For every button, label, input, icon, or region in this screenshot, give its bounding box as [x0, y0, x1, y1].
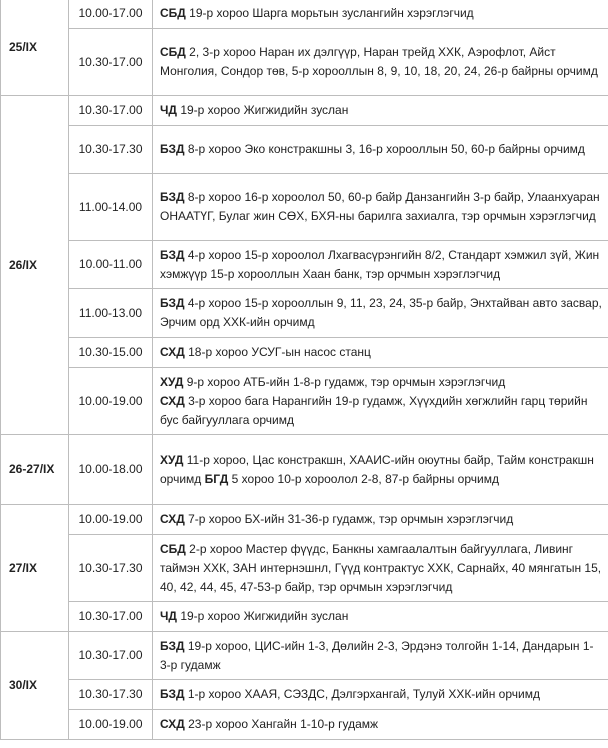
location-cell — [153, 0, 608, 29]
district-code: СХД — [160, 717, 185, 731]
table-row — [1, 241, 608, 289]
location-text: 19-р хороо Шарга морьтын зуслангийн хэрэглэгчид — [185, 6, 474, 20]
table-row — [1, 632, 608, 680]
date-cell: 25/IX — [1, 0, 69, 96]
location-cell — [153, 368, 608, 435]
time-cell: 10.00-19.00 — [69, 710, 153, 740]
date-cell: 26/IX — [1, 96, 69, 435]
table-row — [1, 289, 608, 338]
location-text: 8-р хороо Эко констракшны 3, 16-р хорооллын 50, 60-р байрны орчимд — [184, 142, 585, 156]
date-cell: 30/IX — [1, 632, 69, 740]
time-cell: 11.00-14.00 — [69, 174, 153, 241]
location-text: 19-р хороо, ЦИС-ийн 1-3, Дөлийн 2-3, Эрдэнэ толгойн 1-14, Дандарын 1-3-р гудамж — [160, 638, 594, 672]
time-cell: 10.30-15.00 — [69, 338, 153, 368]
table-row — [1, 0, 608, 29]
location-text: 1-р хороо ХААЯ, СЭЗДС, Дэлгэрхангай, Тулуй ХХК-ийн орчимд — [184, 687, 540, 701]
district-code: СБД — [160, 541, 186, 556]
time-cell: 10.30-17.00 — [69, 602, 153, 632]
date-cell: 27/IX — [1, 505, 69, 632]
table-row — [1, 29, 608, 96]
table-row — [1, 680, 608, 710]
time-cell: 10.30-17.30 — [69, 680, 153, 710]
district-code: БГД — [204, 471, 229, 486]
table-row — [1, 535, 608, 602]
date-cell: 26-27/IX — [1, 435, 69, 505]
location-text: 11-р хороо, Цас констракшн, ХААИС-ийн оюутны байр, Тайм констракшн орчимд — [160, 452, 594, 486]
location-text: 8-р хороо 16-р хороолол 50, 60-р байр Данзангийн 3-р байр, Улаанхуаран ОНААТҮГ, Булаг жин СӨХ, БХЯ-ны барилга захиалга, тэр орчмын хэрэглэгчид — [160, 190, 600, 223]
time-cell: 10.00-19.00 — [69, 505, 153, 535]
location-text: 23-р хороо Хангайн 1-10-р гудамж — [184, 717, 379, 731]
table-row — [1, 602, 608, 632]
district-code: СБД — [160, 45, 186, 59]
location-text: 9-р хороо АТБ-ийн 1-8-р гудамж, тэр орчмын хэрэглэгчид — [183, 374, 506, 389]
time-cell: 10.00-18.00 — [69, 435, 153, 505]
location-cell — [153, 710, 608, 740]
time-cell: 10.30-17.30 — [69, 535, 153, 602]
time-cell: 10.00-11.00 — [69, 241, 153, 289]
district-code: СХД — [160, 345, 185, 359]
table-row — [1, 338, 608, 368]
location-cell — [153, 602, 608, 632]
district-code: СХД — [160, 512, 185, 526]
table-row — [1, 435, 608, 505]
district-code: БЗД — [160, 142, 185, 156]
time-cell: 10.00-17.00 — [69, 0, 153, 29]
location-text: 4-р хороо 15-р хорооллын 9, 11, 23, 24, 35-р байр, Энхтайван авто засвар, Эрчим орд ХХК-ийн орчимд — [160, 296, 602, 329]
district-code: ЧД — [160, 609, 177, 623]
location-cell — [153, 680, 608, 710]
location-cell — [153, 289, 608, 338]
location-text: 2, 3-р хороо Наран их дэлгүүр, Наран трейд ХХК, Аэрофлот, Айст Монголия, Сондор төв, 5-р хорооллын 8, 9, 10, 18, 20, 24, 26-р байрны орчимд — [160, 45, 598, 78]
location-text: 3-р хороо бага Нарангийн 19-р гудамж, Хүүхдийн хөгжлийн гарц төрийн бус байгууллага орчимд — [160, 393, 588, 427]
location-text: 4-р хороо 15-р хороолол Лхагвасүрэнгийн 8/2, Стандарт хэмжил зүй, Жин хэмжүүр 15-р хорооллын Хаан банк, тэр орчмын хэрэглэгчид — [160, 247, 600, 281]
district-code: БЗД — [160, 247, 185, 262]
location-text: 7-р хороо БХ-ийн 31-36-р гудамж, тэр орчмын хэрэглэгчид — [184, 512, 514, 526]
district-code: БЗД — [160, 638, 185, 653]
time-cell: 10.30-17.00 — [69, 632, 153, 680]
district-code: СБД — [160, 6, 186, 20]
table-row — [1, 505, 608, 535]
time-cell: 10.00-19.00 — [69, 368, 153, 435]
district-code: БЗД — [160, 687, 185, 701]
time-cell: 10.30-17.00 — [69, 29, 153, 96]
location-cell — [153, 435, 608, 505]
district-code: ХУД — [160, 452, 184, 467]
district-code: СХД — [160, 393, 185, 408]
table-row — [1, 174, 608, 241]
table-row — [1, 96, 608, 126]
district-code: ХУД — [160, 374, 184, 389]
location-text: 18-р хороо УСУГ-ын насос станц — [184, 345, 371, 359]
location-cell — [153, 29, 608, 96]
time-cell: 10.30-17.30 — [69, 126, 153, 174]
location-cell — [153, 632, 608, 680]
location-text: 2-р хороо Мастер фүүдс, Банкны хамгаалалтын байгууллага, Ливинг таймэн ХХК, ЗАН интернэшнл, Гүүд контрактус ХХК, Сарнайх, 40 мянгатын 15, 40, 42, 44, 45, 47-53-р байр, тэр орчмын хэрэглэгчид — [160, 541, 602, 594]
location-cell — [153, 241, 608, 289]
time-cell: 10.30-17.00 — [69, 96, 153, 126]
location-cell — [153, 96, 608, 126]
time-cell: 11.00-13.00 — [69, 289, 153, 338]
location-cell — [153, 535, 608, 602]
table-row — [1, 368, 608, 435]
table-row — [1, 126, 608, 174]
location-cell — [153, 174, 608, 241]
location-cell — [153, 126, 608, 174]
district-code: ЧД — [160, 103, 177, 117]
location-text: 19-р хороо Жигжидийн зуслан — [176, 609, 349, 623]
district-code: БЗД — [160, 190, 185, 204]
table-row — [1, 710, 608, 740]
location-cell — [153, 505, 608, 535]
location-text: 19-р хороо Жигжидийн зуслан — [176, 103, 349, 117]
district-code: БЗД — [160, 296, 185, 310]
location-cell — [153, 338, 608, 368]
location-text: 5 хороо 10-р хороолол 2-8, 87-р байрны орчимд — [228, 471, 499, 486]
